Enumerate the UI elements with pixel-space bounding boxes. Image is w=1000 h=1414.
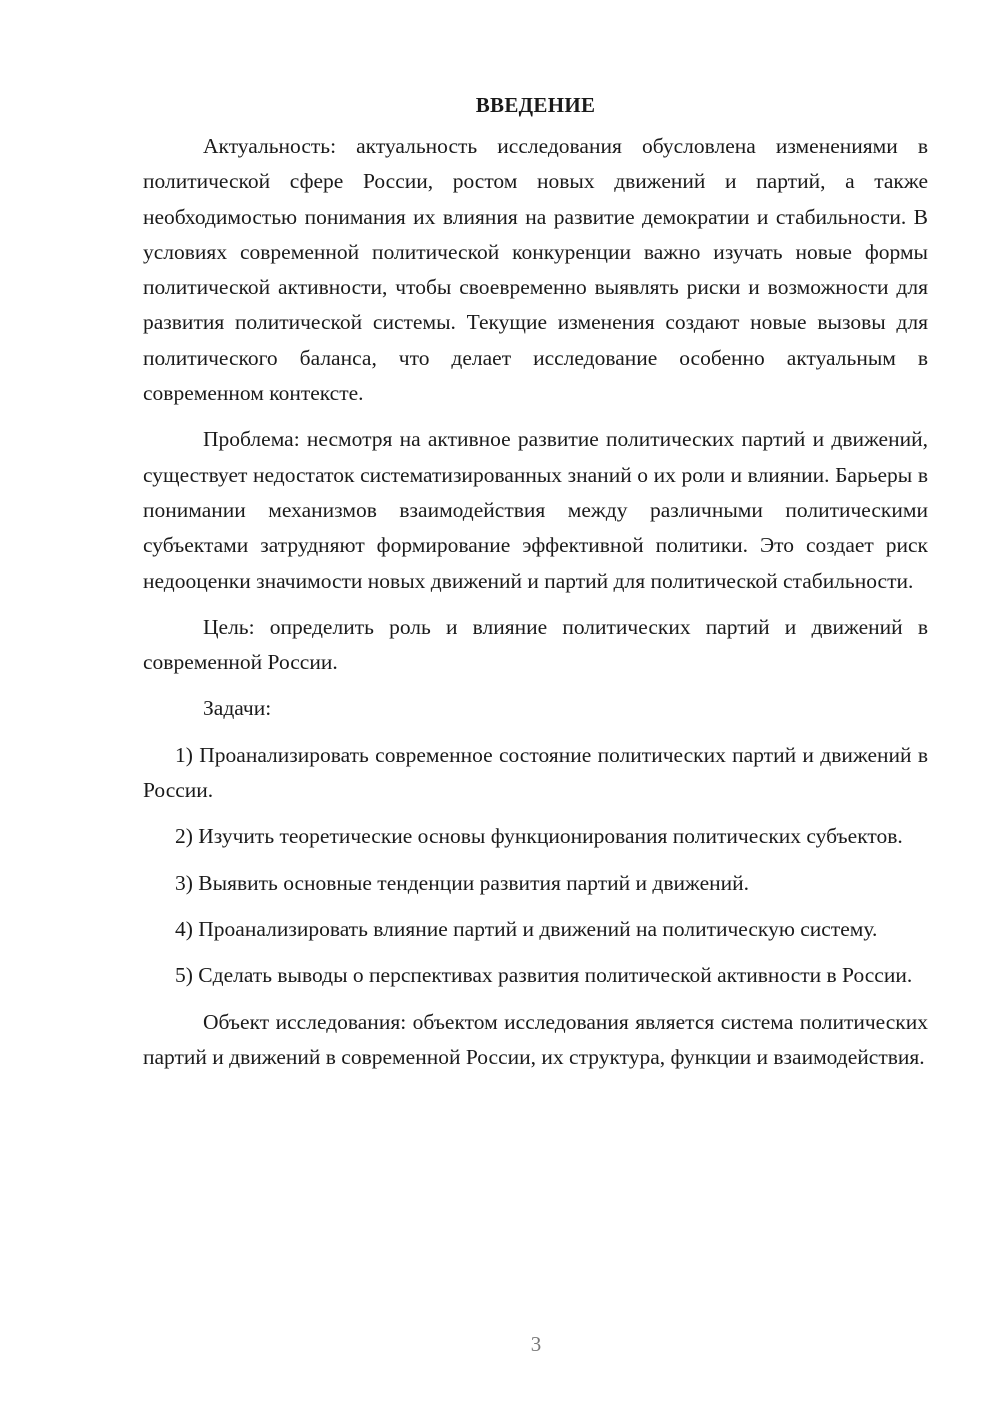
object-paragraph: Объект исследования: объектом исследования является система политических партий и движений в современной России, их структура, функции и взаимодействия. [143, 1009, 928, 1069]
task-item-1: 1) Проанализировать современное состояние политических партий и движений в России. [143, 742, 928, 803]
task-item-3: 3) Выявить основные тенденции развития партий и движений. [175, 870, 750, 895]
task-item-5: 5) Сделать выводы о перспективах развития политической активности в России. [175, 963, 913, 988]
section-title: ВВЕДЕНИЕ [475, 93, 596, 117]
problem-paragraph: Проблема: несмотря на активное развитие политических партий и движений, существует недостаток систематизированных знаний о их роли и влиянии. Барьеры в понимании механизмов взаимодействия между различными политическими субъектами затрудняют формирование эффективной политики. Это создает риск недооценки значимости новых движений и партий для политической стабильности. [143, 427, 928, 593]
relevance-paragraph: Актуальность: актуальность исследования обусловлена изменениями в политической сфере России, ростом новых движений и партий, а также необходимостью понимания их влияния на развитие демократии и стабильности. В условиях современной политической конкуренции важно изучать новые формы политической активности, чтобы своевременно выявлять риски и возможности для развития политической системы. Текущие изменения создают новые вызовы для политического баланса, что делает исследование особенно актуальным в современном контексте. [143, 134, 928, 406]
document-page [143, 88, 928, 1086]
page-number: 3 [530, 1332, 542, 1356]
task-item-4: 4) Проанализировать влияние партий и движений на политическую систему. [175, 916, 878, 941]
goal-paragraph: Цель: определить роль и влияние политических партий и движений в современной России. [143, 614, 928, 675]
tasks-heading: Задачи: [203, 696, 272, 721]
task-item-2: 2) Изучить теоретические основы функционирования политических субъектов. [175, 824, 903, 849]
